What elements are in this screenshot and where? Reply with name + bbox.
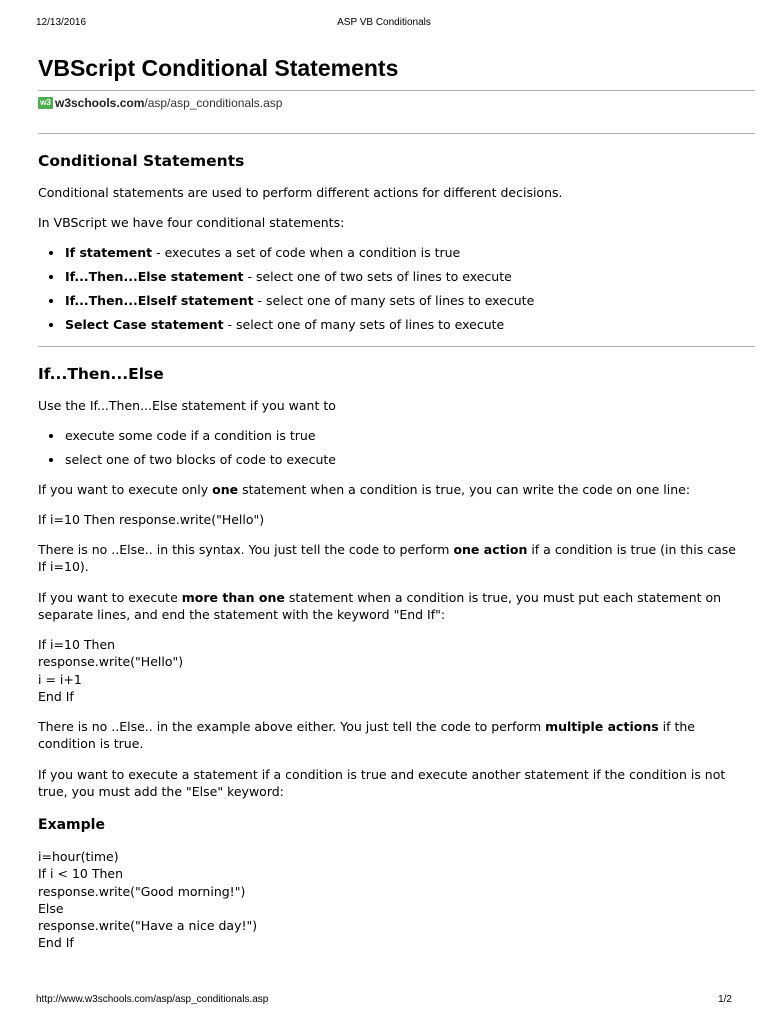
code-line: If i=10 Then response.write("Hello") [38, 512, 265, 527]
print-date: 12/13/2016 [36, 17, 87, 28]
code-line: response.write("Good morning!") [38, 883, 246, 899]
code-multi-line [38, 636, 183, 705]
conditional-types-list [38, 244, 534, 340]
source-divider [38, 133, 755, 134]
list-item [38, 316, 534, 340]
list-item-term: If...Then...ElseIf statement [65, 293, 254, 308]
code-line: End If [38, 935, 74, 951]
code-line: Else [38, 900, 64, 916]
code-single-line [38, 511, 264, 528]
source-path: /asp/asp_conditionals.asp [144, 96, 283, 110]
list-item-term: If...Then...Else statement [65, 269, 244, 284]
text-run: If you want to execute only [38, 482, 213, 497]
footer-url: http://www.w3schools.com/asp/asp_conditionals.asp [36, 994, 269, 1005]
page-title: VBScript Conditional Statements [38, 55, 399, 81]
print-footer [36, 994, 732, 1008]
emphasis: multiple actions [545, 719, 659, 734]
list-item: execute some code if a condition is true [38, 427, 336, 451]
list-item-desc: - executes a set of code when a condition is true [152, 245, 461, 260]
code-line: response.write("Have a nice day!") [38, 918, 258, 934]
paragraph-one-action [38, 541, 738, 575]
code-example [38, 848, 257, 952]
page-number: 1/2 [718, 994, 732, 1005]
code-line: response.write("Hello") [38, 654, 184, 670]
list-item [38, 268, 534, 292]
code-line: End If [38, 688, 74, 704]
code-line: If i < 10 Then [38, 866, 124, 882]
list-item-term: If statement [65, 245, 153, 260]
section-divider [38, 346, 755, 347]
list-item [38, 292, 534, 316]
section-heading-conditional-statements: Conditional Statements [38, 152, 245, 170]
print-title: ASP VB Conditionals [337, 17, 431, 28]
example-heading: Example [38, 817, 105, 833]
list-item: select one of two blocks of code to execute [38, 451, 336, 475]
w3schools-logo-icon: w3 [38, 97, 53, 109]
title-divider [38, 90, 755, 91]
print-header [36, 17, 732, 31]
source-link[interactable] [38, 96, 282, 110]
list-item-term: Select Case statement [65, 317, 224, 332]
code-line: i = i+1 [38, 671, 82, 687]
code-line: i=hour(time) [38, 849, 119, 864]
list-item-desc: - select one of many sets of lines to execute [223, 317, 505, 332]
text-run: if the condition is true. [38, 719, 695, 751]
text-run: There is no ..Else.. in this syntax. You just tell the code to perform [38, 542, 454, 557]
text-run: if a condition is true (in this case If i=10). [38, 542, 736, 574]
paragraph-else-keyword: If you want to execute a statement if a condition is true and execute another statement if the condition is not true, you must add the "Else" keyword: [38, 767, 726, 799]
paragraph-more-than-one [38, 589, 738, 623]
list-item-desc: - select one of many sets of lines to execute [253, 293, 535, 308]
section2-lead: Use the If...Then...Else statement if you want to [38, 398, 336, 413]
section1-intro: Conditional statements are used to perform different actions for different decisions. [38, 185, 563, 200]
if-then-else-uses-list [38, 427, 336, 475]
emphasis: one [212, 482, 239, 497]
source-site: w3schools.com [55, 96, 145, 110]
text-run: There is no ..Else.. in the example above either. You just tell the code to perform [38, 719, 546, 734]
paragraph-multiple-actions [38, 718, 738, 752]
code-line: If i=10 Then [38, 637, 116, 652]
emphasis: one action [453, 542, 528, 557]
text-run: If you want to execute [38, 590, 182, 605]
text-run: statement when a condition is true, you can write the code on one line: [238, 482, 691, 497]
section1-lead: In VBScript we have four conditional statements: [38, 215, 345, 230]
paragraph-one-statement [38, 481, 738, 498]
emphasis: more than one [181, 590, 285, 605]
text-run: statement when a condition is true, you must put each statement on separate lines, and end the statement with the keyword "End If": [38, 590, 722, 622]
section-heading-if-then-else: If...Then...Else [38, 365, 164, 383]
list-item [38, 244, 534, 268]
list-item-desc: - select one of two sets of lines to execute [243, 269, 512, 284]
